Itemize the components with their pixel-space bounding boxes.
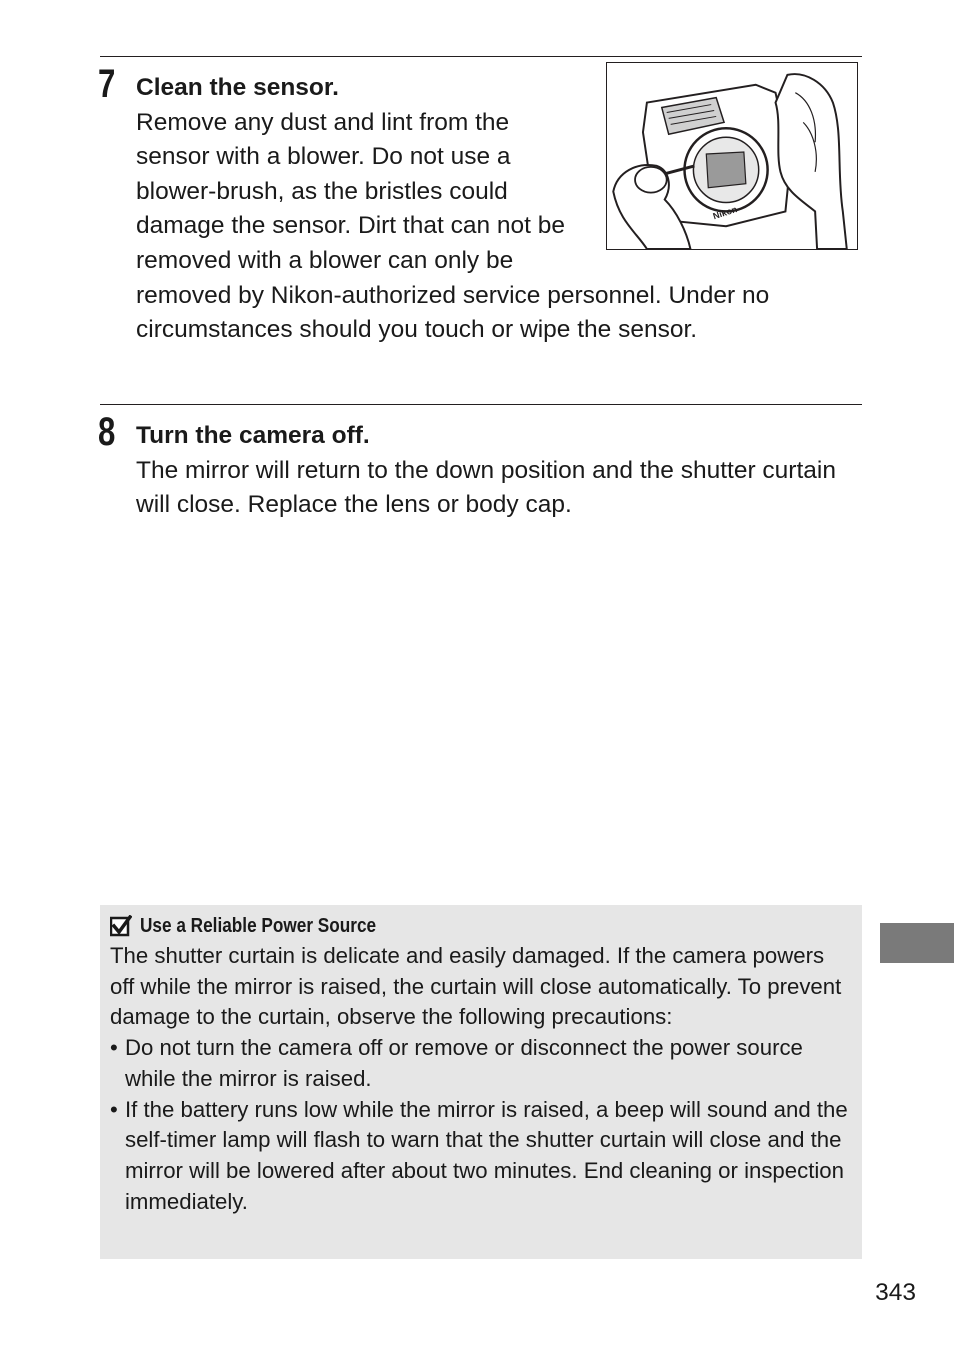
note-intro: The shutter curtain is delicate and easily damaged. If the camera powers off while the mirror is raised, the curtain will close automatically. To prevent damage to the curtain, observe the following precautions: (110, 943, 842, 1030)
sensor-cleaning-illustration (606, 62, 858, 250)
step-7-title: Clean the sensor. (136, 74, 339, 101)
step-8-rule (100, 404, 862, 405)
step-7-body: Remove any dust and lint from the sensor with a blower. Do not use a blower-brush, as the bristles could damage the sensor. Dirt that can not be removed with a blower can only be removed by Nikon-authorized service personnel. Under no circumstances should you touch or wipe the sensor. (136, 108, 770, 344)
step-7-rule (100, 56, 862, 57)
note-heading (110, 911, 850, 941)
step-8-number: 8 (98, 410, 116, 454)
list-item: • If the battery runs low while the mirror is raised, a beep will sound and the self-timer lamp will flash to warn that the shutter curtain will close and the mirror will be lowered after about two minutes. End cleaning or inspection immediately. (110, 1095, 850, 1218)
step-8-body: The mirror will return to the down position and the shutter curtain will close. Replace the lens or body cap. (136, 456, 836, 519)
page-number: 343 (875, 1279, 916, 1306)
power-source-note (100, 905, 862, 1259)
note-title: Use a Reliable Power Source (140, 915, 377, 937)
note-bullet-list (110, 1033, 850, 1217)
step-8-title: Turn the camera off. (136, 422, 370, 449)
camera-blower-drawing (607, 63, 857, 249)
step-7-number: 7 (98, 62, 116, 106)
list-item: • Do not turn the camera off or remove or disconnect the power source while the mirror is raised. (110, 1033, 850, 1094)
step-7-content (136, 71, 826, 348)
camera-brand-label: Nikon (711, 204, 739, 222)
checkmark-box-icon (110, 915, 132, 937)
section-tab (880, 923, 954, 963)
step-8-content (136, 419, 856, 523)
